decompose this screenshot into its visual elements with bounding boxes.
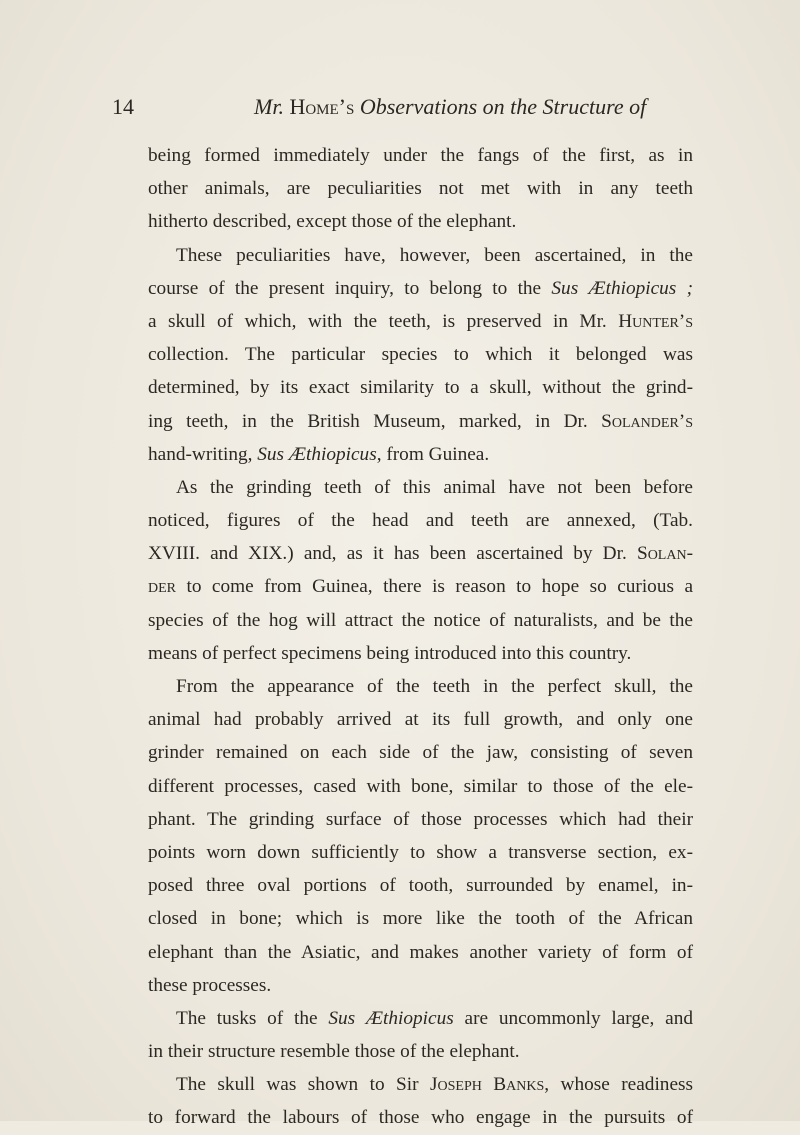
person-name: Hunter’s (618, 310, 693, 332)
text-line: ing teeth, in the British Museum, marked, in Dr. Solander’s (148, 410, 693, 432)
species-name: Sus Æthiopicus ; (551, 277, 694, 299)
text-line: other animals, are peculiarities not met with in any teeth (148, 178, 693, 200)
page-number: 14 (112, 94, 134, 119)
running-head-prefix: Mr. (254, 94, 284, 119)
running-head-author: Home’s (289, 94, 355, 119)
text-line: elephant than the Asiatic, and makes another variety of form of (148, 941, 693, 963)
text-line: to forward the labours of those who engage in the pursuits of (148, 1107, 693, 1129)
text-line: different processes, cased with bone, similar to those of the ele- (148, 775, 693, 797)
person-name: der (148, 576, 176, 598)
text-line: XVIII. and XIX.) and, as it has been ascertained by Dr. Solan- (148, 543, 693, 565)
person-name: Solan- (636, 543, 693, 565)
text-line: being formed immediately under the fangs of the first, as in (148, 145, 693, 166)
text-line: course of the present inquiry, to belong to the Sus Æthiopicus ; (148, 277, 694, 299)
text-line: hitherto described, except those of the elephant. (148, 211, 517, 233)
text-line: der to come from Guinea, there is reason to hope so curious a (148, 576, 693, 598)
text-line: points worn down sufficiently to show a transverse section, ex- (148, 841, 693, 863)
page-header (112, 90, 692, 126)
text-line: collection. The particular species to which it belonged was (148, 344, 693, 366)
text-line: means of perfect specimens being introduced into this country. (148, 642, 632, 664)
text-line: grinder remained on each side of the jaw, consisting of seven (148, 742, 693, 764)
text-line: in their structure resemble those of the elephant. (148, 1041, 520, 1063)
text-line: From the appearance of the teeth in the perfect skull, the (176, 676, 693, 697)
body-text (148, 139, 693, 1135)
text-line: These peculiarities have, however, been ascertained, in the (176, 244, 693, 266)
running-head (254, 94, 646, 120)
running-head-title: Observations on the Structure of (359, 94, 647, 119)
text-line: The skull was shown to Sir Joseph Banks, whose readiness (176, 1074, 694, 1096)
text-line: closed in bone; which is more like the tooth of the African (148, 908, 693, 930)
text-line: noticed, figures of the head and teeth are annexed, (Tab. (148, 510, 693, 532)
person-name: Joseph Banks (430, 1074, 545, 1096)
text-line: The tusks of the Sus Æthiopicus are uncommonly large, and (176, 1007, 693, 1029)
text-line: determined, by its exact similarity to a skull, without the grind- (148, 377, 693, 399)
text-line: a skull of which, with the teeth, is preserved in Mr. Hunter’s (148, 310, 693, 332)
text-line: hand-writing, Sus Æthiopicus, from Guinea. (148, 443, 490, 465)
text-line: As the grinding teeth of this animal have not been before (176, 476, 693, 498)
text-line: these processes. (148, 974, 272, 996)
text-line: posed three oval portions of tooth, surrounded by enamel, in- (148, 875, 693, 897)
text-line: animal had probably arrived at its full growth, and only one (148, 709, 693, 731)
text-line: phant. The grinding surface of those processes which had their (148, 808, 693, 830)
person-name: Solander’s (601, 410, 693, 432)
text-line: species of the hog will attract the notice of naturalists, and be the (148, 609, 693, 631)
species-name: Sus Æthiopicus (257, 443, 377, 465)
species-name: Sus Æthiopicus (328, 1007, 454, 1029)
